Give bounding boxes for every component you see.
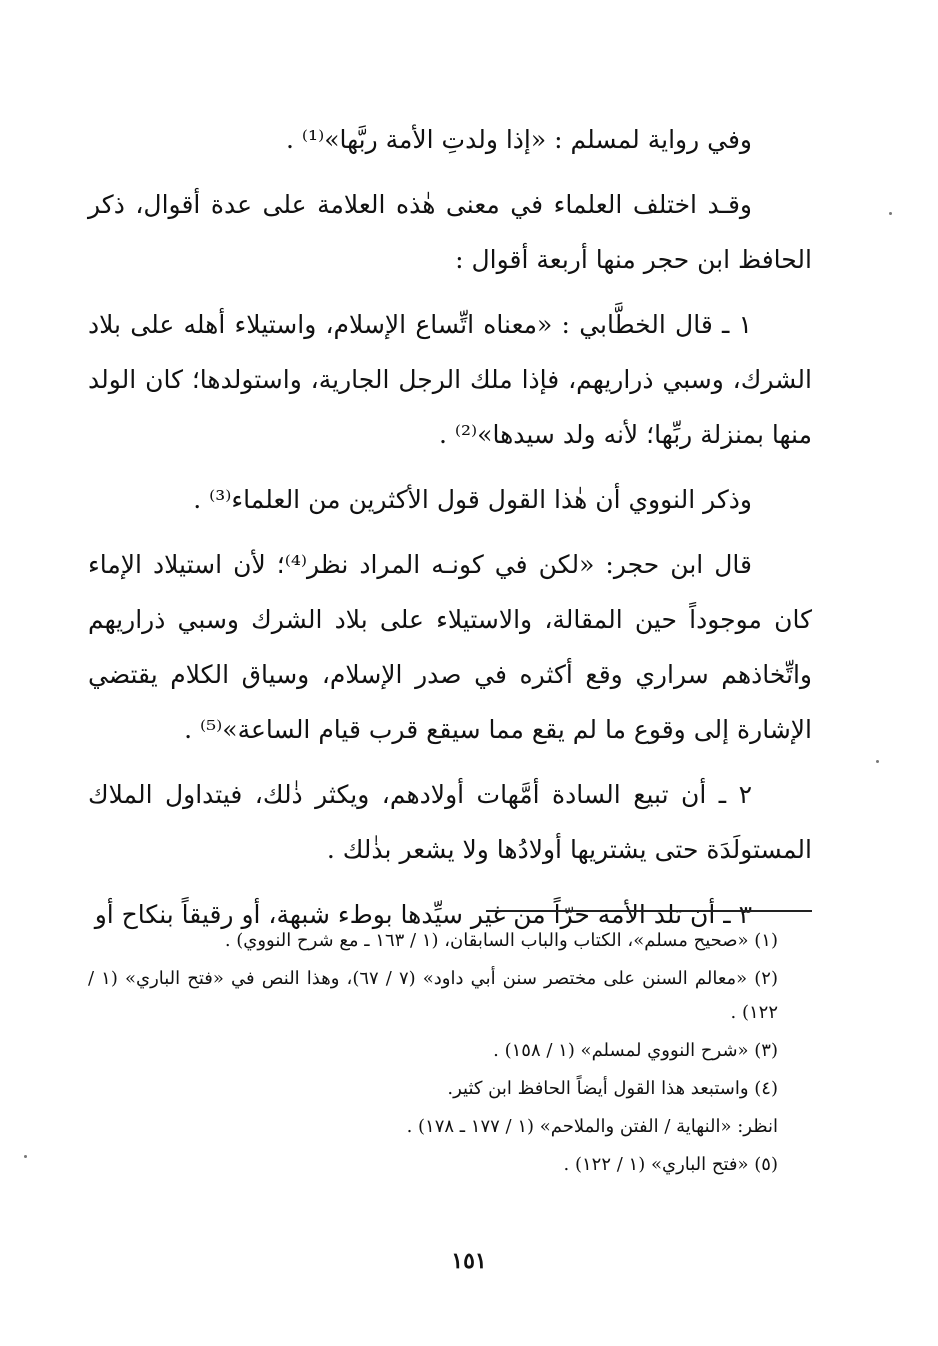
footnote-1: (١) «صحيح مسلم»، الكتاب والباب السابقان، (١ / ١٦٣ ـ مع شرح النووي) . xyxy=(224,930,778,951)
page-number: ١٥١ xyxy=(451,1248,487,1274)
scan-speck xyxy=(876,760,879,763)
paragraph-nawawi: وذكر النووي أن هٰذا القول قول الأكثرين من العلماء⁽³⁾ . xyxy=(193,485,752,514)
footnotes xyxy=(88,924,778,1186)
paragraph-ibn-hajar: قال ابن حجر: «لكن في كونـه المراد نظر⁽⁴⁾؛ لأن استيلاد الإماء كان موجوداً حين المقالة، والاستيلاء على بلاد الشرك وسبي ذراريهم واتِّخاذهم سراري وقع أكثره في صدر الإسلام، وسياق الكلام يقتضي الإشارة إلى وقوع ما لم يقع مما سيقع قرب قيام الساعة»⁽⁵⁾ . xyxy=(88,550,812,744)
footnote-3: (٣) «شرح النووي لمسلم» (١ / ١٥٨) . xyxy=(493,1040,778,1061)
paragraph-scholars-differ: وقـد اختلف العلماء في معنى هٰذه العلامة على عدة أقوال، ذكر الحافظ ابن حجر منها أربعة أقوال : xyxy=(88,190,812,274)
scan-speck xyxy=(889,212,892,215)
footnote-2: (٢) «معالم السنن على مختصر سنن أبي داود» (٧ / ٦٧)، وهذا النص في «فتح الباري» (١ / ١٢٢) . xyxy=(88,968,778,1023)
footnote-divider xyxy=(486,910,812,912)
scan-speck xyxy=(24,1155,27,1158)
paragraph-opinion-3: ٣ ـ أن تلد الأمة حرّاً من غير سيِّدها بوطء شبهة، أو رقيقاً بنكاح أو xyxy=(94,900,752,929)
footnote-5: (٥) «فتح الباري» (١ / ١٢٢) . xyxy=(563,1154,778,1175)
paragraph-opinion-1: ١ ـ قال الخطَّابي : «معناه اتِّساع الإسلام، واستيلاء أهله على بلاد الشرك، وسبي ذراريهم، فإذا ملك الرجل الجارية، واستولدها؛ كان الولد منها بمنزلة ربِّها؛ لأنه ولد سيدها»⁽²⁾ . xyxy=(88,310,812,449)
main-text xyxy=(88,112,812,952)
footnote-4: (٤) واستبعد هذا القول أيضاً الحافظ ابن كثير. xyxy=(447,1078,778,1099)
footnote-4-reference: انظر: «النهاية / الفتن والملاحم» (١ / ١٧٧ ـ ١٧٨) . xyxy=(406,1116,778,1137)
paragraph-muslim-narration: وفي رواية لمسلم : «إذا ولدتِ الأمة ربَّها»⁽¹⁾ . xyxy=(285,125,752,154)
paragraph-opinion-2: ٢ ـ أن تبيع السادة أمَّهات أولادهم، ويكثر ذٰلك، فيتداول الملاك المستولَدَة حتى يشتريها أولادُها ولا يشعر بذٰلك . xyxy=(88,780,812,864)
